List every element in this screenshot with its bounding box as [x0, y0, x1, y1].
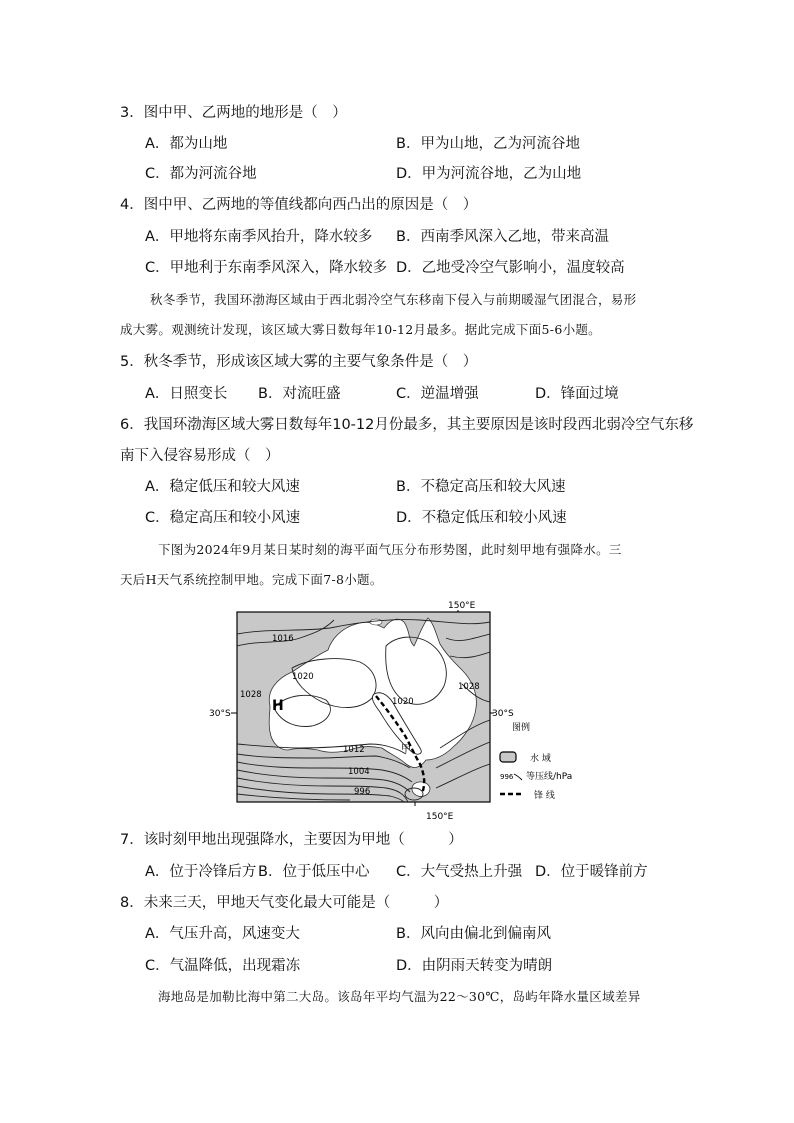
isobar-label-1016: 1016: [272, 634, 294, 644]
question-8-option-a[interactable]: A．气压升高，风速变大: [145, 926, 300, 942]
question-4-option-c[interactable]: C．甲地利于东南季风深入，降水较多: [145, 260, 388, 276]
passage-5-6-line-2: 成大雾。观测统计发现，该区域大雾日数每年10-12月最多。据此完成下面5-6小题。: [120, 322, 601, 337]
latitude-label-left: 30°S: [209, 709, 231, 719]
question-6-stem-line-1: 6．我国环渤海区域大雾日数每年10-12月份最多，其主要原因是该时段西北弱冷空气东移: [120, 417, 694, 433]
question-7-option-d[interactable]: D．位于暖锋前方: [535, 864, 648, 880]
map-legend: [500, 721, 572, 801]
question-5-option-b[interactable]: B．对流旺盛: [258, 386, 341, 402]
high-pressure-marker: H: [272, 698, 284, 714]
passage-7-8-line-1: 下图为2024年9月某日某时刻的海平面气压分布形势图，此时刻甲地有强降水。三: [158, 542, 622, 557]
question-6-option-c[interactable]: C．稳定高压和较小风速: [145, 510, 301, 526]
isobar-label-1004: 1004: [348, 767, 370, 777]
passage-7-8-line-2: 天后H天气系统控制甲地。完成下面7-8小题。: [120, 572, 383, 587]
legend-isobar-value: 996: [500, 773, 514, 781]
question-6-stem-line-2: 南下入侵容易形成（ ）: [120, 448, 280, 464]
tasmania-island: [412, 782, 430, 797]
question-6-option-a[interactable]: A．稳定低压和较大风速: [145, 479, 300, 495]
question-3-option-c[interactable]: C．都为河流谷地: [145, 166, 257, 182]
longitude-label-bottom: 150°E: [426, 812, 454, 822]
latitude-label-right: 30°S: [492, 709, 514, 719]
question-7-option-b[interactable]: B．位于低压中心: [258, 864, 370, 880]
question-8-option-c[interactable]: C．气温降低，出现霜冻: [145, 958, 301, 974]
question-8-stem: 8．未来三天，甲地天气变化最大可能是（ ）: [120, 895, 449, 911]
passage-9-line-1: 海地岛是加勒比海中第二大岛。该岛年平均气温为22～30℃，岛屿年降水量区域差异: [158, 989, 641, 1004]
pressure-map-svg: [200, 598, 600, 823]
question-5-option-d[interactable]: D．锋面过境: [535, 386, 619, 402]
legend-isobar-label: 等压线/hPa: [526, 772, 573, 782]
question-3-option-d[interactable]: D．甲为河流谷地，乙为山地: [396, 166, 582, 182]
question-3-option-a[interactable]: A．都为山地: [145, 136, 228, 152]
question-5-stem: 5．秋冬季节，形成该区域大雾的主要气象条件是（ ）: [120, 354, 478, 370]
question-4-option-a[interactable]: A．甲地将东南季风抬升，降水较多: [145, 229, 373, 245]
isobar-label-1020-west: 1020: [292, 672, 314, 682]
question-3-option-b[interactable]: B．甲为山地，乙为河流谷地: [396, 136, 580, 152]
question-6-option-d[interactable]: D．不稳定低压和较小风速: [396, 510, 567, 526]
jia-location-marker: 甲: [401, 744, 411, 755]
question-7-option-a[interactable]: A．位于冷锋后方: [145, 864, 257, 880]
legend-title: 图例: [512, 723, 531, 733]
isobar-label-1020-east: 1020: [392, 697, 414, 707]
legend-water-label: 水 域: [530, 754, 551, 764]
isobar-label-1028-east: 1028: [458, 682, 480, 692]
question-5-option-c[interactable]: C．逆温增强: [396, 386, 479, 402]
question-8-option-b[interactable]: B．风向由偏北到偏南风: [396, 926, 551, 942]
isobar-label-1028-west: 1028: [240, 690, 262, 700]
pressure-map-figure: [200, 598, 600, 823]
question-7-option-c[interactable]: C．大气受热上升强: [396, 864, 523, 880]
legend-front-label: 锋 线: [534, 791, 555, 801]
question-4-option-d[interactable]: D．乙地受冷空气影响小，温度较高: [396, 260, 625, 276]
legend-water-swatch: [500, 752, 516, 762]
question-4-stem: 4．图中甲、乙两地的等值线都向西凸出的原因是（ ）: [120, 197, 478, 213]
passage-5-6-line-1: 秋冬季节，我国环渤海区域由于西北弱冷空气东移南下侵入与前期暖湿气团混合，易形: [150, 292, 637, 307]
question-6-option-b[interactable]: B．不稳定高压和较大风速: [396, 479, 566, 495]
isobar-label-1012: 1012: [343, 745, 365, 755]
question-5-option-a[interactable]: A．日照变长: [145, 386, 228, 402]
isobar-label-996: 996: [354, 787, 371, 797]
question-4-option-b[interactable]: B．西南季风深入乙地，带来高温: [396, 229, 609, 245]
question-8-option-d[interactable]: D．由阴雨天转变为晴朗: [396, 958, 553, 974]
question-7-stem: 7．该时刻甲地出现强降水，主要因为甲地（ ）: [120, 832, 463, 848]
question-3-stem: 3．图中甲、乙两地的地形是（ ）: [120, 105, 347, 121]
longitude-label-top: 150°E: [448, 601, 476, 611]
